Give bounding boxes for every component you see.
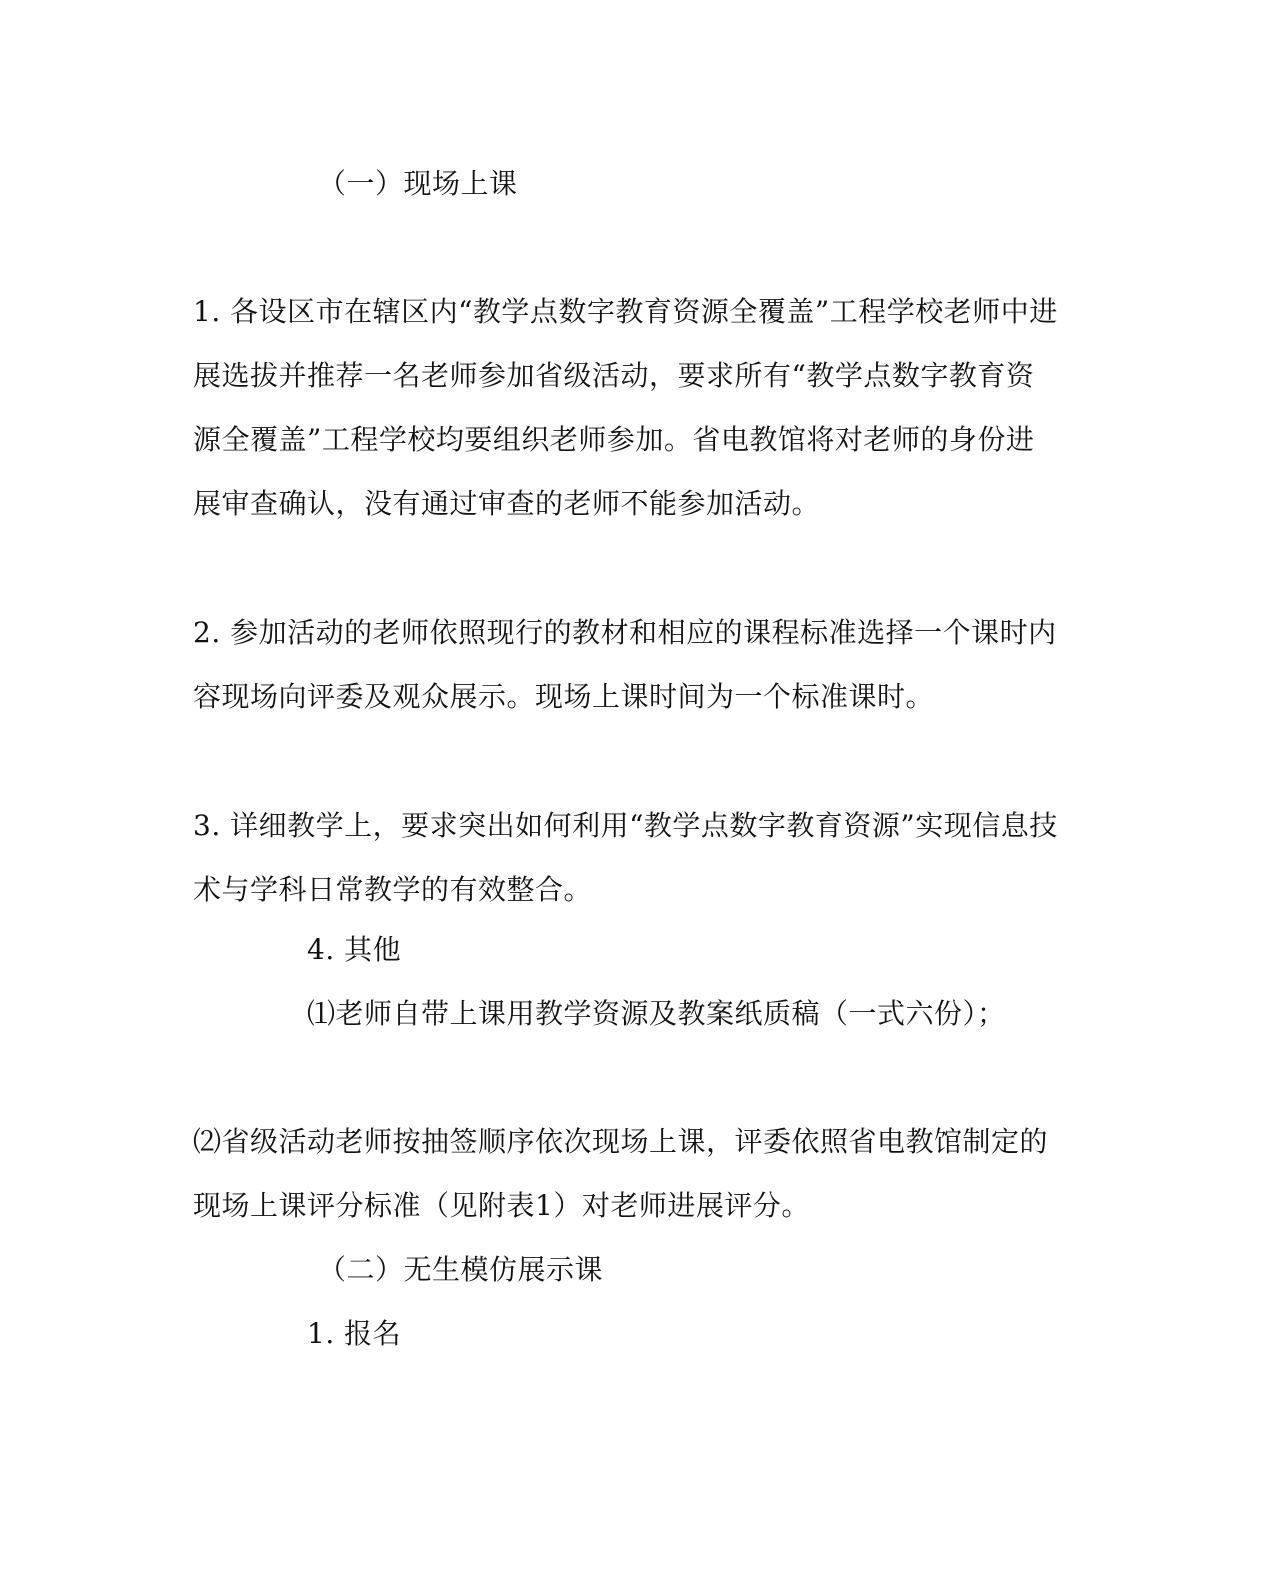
paragraph-3 [193,794,1063,922]
paragraph-1-line-3: 源全覆盖”工程学校均要组织老师参加。省电教馆将对老师的身份进 [193,423,1035,456]
paragraph-4-line-2: 现场上课评分标准（见附表1）对老师进展评分。 [193,1189,810,1222]
item-4-other: 4. 其他 [307,933,402,966]
paragraph-1-line-4: 展审查确认，没有通过审查的老师不能参加活动。 [193,487,821,520]
paragraph-3-line-1: 3. 详细教学上，要求突出如何利用“教学点数字教育资源”实现信息技 [193,809,1058,842]
item-registration: 1. 报名 [307,1317,402,1350]
paragraph-2-line-1: 2. 参加活动的老师依照现行的教材和相应的课程标准选择一个课时内 [193,616,1057,649]
paragraph-4-line-1: ⑵省级活动老师按抽签顺序依次现场上课，评委依照省电教馆制定的 [193,1125,1049,1158]
paragraph-2-line-2: 容现场向评委及观众展示。现场上课时间为一个标准课时。 [193,680,935,713]
paragraph-1 [193,280,1063,536]
section-heading-mock-class: （二）无生模仿展示课 [318,1253,604,1286]
section-heading-on-site-class: （一）现场上课 [318,167,518,200]
paragraph-1-line-2: 展选拔并推荐一名老师参加省级活动，要求所有“教学点数字教育资 [193,359,1035,392]
paragraph-3-line-2: 术与学科日常教学的有效整合。 [193,873,593,906]
paragraph-2 [193,601,1063,729]
paragraph-4 [193,1110,1063,1238]
paragraph-1-line-1: 1. 各设区市在辖区内“教学点数字教育资源全覆盖”工程学校老师中进 [193,295,1058,328]
item-4-sub-1: ⑴老师自带上课用教学资源及教案纸质稿（一式六份）； [307,997,1006,1030]
